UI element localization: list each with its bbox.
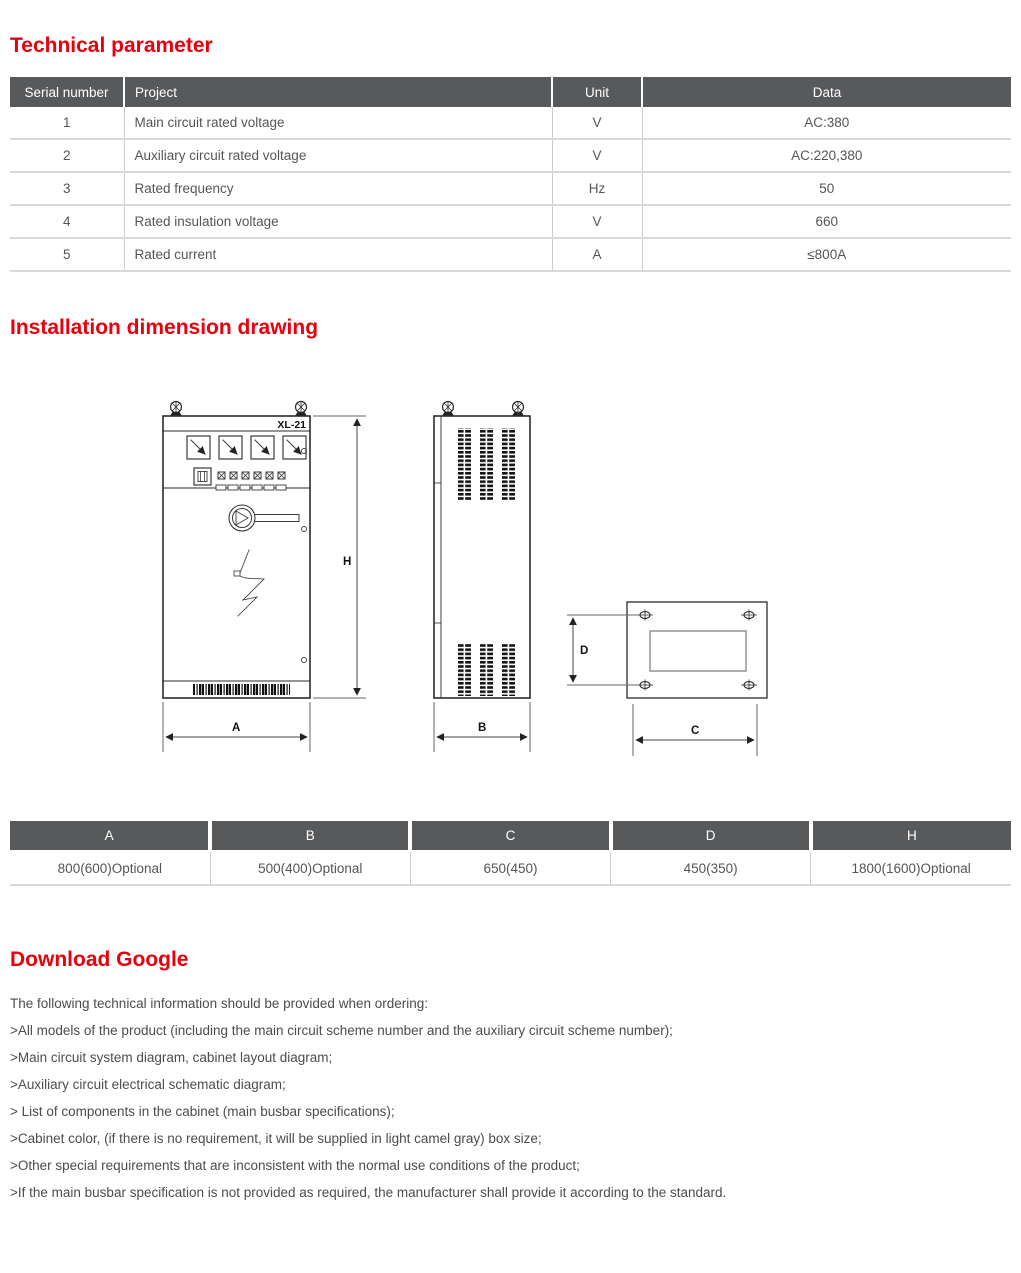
ordering-item: >Cabinet color, (if there is no requirement, it will be supplied in light camel gray) box size;: [10, 1131, 542, 1146]
table-row: [10, 107, 1011, 139]
model-label: XL-21: [277, 419, 306, 431]
technical-parameter-table: [10, 77, 1011, 272]
ordering-item: >Main circuit system diagram, cabinet layout diagram;: [10, 1050, 333, 1065]
table-cell: Rated frequency: [124, 172, 552, 205]
table-row: [10, 205, 1011, 238]
ordering-item: >Auxiliary circuit electrical schematic diagram;: [10, 1077, 286, 1092]
dimension-values-table: [10, 821, 1011, 886]
table-cell: V: [552, 139, 642, 172]
ordering-item: >All models of the product (including the main circuit scheme number and the auxiliary circuit scheme number);: [10, 1023, 673, 1038]
column-header-d: D: [611, 821, 811, 851]
table-cell: AC:380: [642, 107, 1011, 139]
table-cell: 500(400)Optional: [210, 851, 410, 885]
table-cell: 4: [10, 205, 124, 238]
vent-grille-top: [458, 428, 515, 500]
table-cell: 650(450): [410, 851, 610, 885]
ordering-intro: The following technical information should be provided when ordering:: [10, 996, 428, 1011]
table-cell: Rated current: [124, 238, 552, 271]
ordering-item: >Other special requirements that are inconsistent with the normal use conditions of the product;: [10, 1158, 580, 1173]
ordering-information: [10, 990, 1010, 1206]
dimension-h: [313, 416, 366, 698]
vent-grille-bottom: [458, 644, 515, 696]
table-cell: V: [552, 107, 642, 139]
table-cell: Auxiliary circuit rated voltage: [124, 139, 552, 172]
cabinet-top-view: [627, 602, 767, 698]
control-button-icon: [194, 468, 211, 485]
table-cell: ≤800A: [642, 238, 1011, 271]
cabinet-side-view: [434, 402, 530, 699]
dimension-label-h: H: [343, 556, 352, 568]
table-cell: Rated insulation voltage: [124, 205, 552, 238]
vent-grille-strip: [193, 684, 290, 695]
table-row: [10, 139, 1011, 172]
cable-entry-opening: [650, 631, 746, 671]
table-header-row: [10, 77, 1011, 107]
column-header-project: Project: [124, 77, 552, 107]
table-cell: AC:220,380: [642, 139, 1011, 172]
table-header-row: [10, 821, 1011, 851]
column-header-b: B: [210, 821, 410, 851]
table-cell: 3: [10, 172, 124, 205]
dimension-c: [633, 704, 757, 756]
section-title-download: Download Google: [10, 948, 189, 971]
table-row: [10, 172, 1011, 205]
table-cell: A: [552, 238, 642, 271]
table-cell: Hz: [552, 172, 642, 205]
column-header-serial-number: Serial number: [10, 77, 124, 107]
table-cell: 5: [10, 238, 124, 271]
table-cell: 1800(1600)Optional: [811, 851, 1011, 885]
table-cell: 450(350): [611, 851, 811, 885]
cabinet-front-view: [163, 402, 310, 699]
table-row: [10, 851, 1011, 885]
ordering-item: > List of components in the cabinet (main busbar specifications);: [10, 1104, 395, 1119]
table-cell: 50: [642, 172, 1011, 205]
section-title-installation-dimension: Installation dimension drawing: [10, 316, 319, 339]
table-cell: 800(600)Optional: [10, 851, 210, 885]
table-cell: 1: [10, 107, 124, 139]
dimension-b: [434, 702, 530, 752]
installation-dimension-drawing: [130, 388, 810, 768]
column-header-data: Data: [642, 77, 1011, 107]
column-header-h: H: [811, 821, 1011, 851]
ordering-item: >If the main busbar specification is not provided as required, the manufacturer shall provide it according to the standard.: [10, 1185, 727, 1200]
dimension-label-b: B: [478, 722, 487, 734]
column-header-unit: Unit: [552, 77, 642, 107]
table-cell: 660: [642, 205, 1011, 238]
dimension-label-a: A: [232, 722, 241, 734]
column-header-a: A: [10, 821, 210, 851]
table-cell: V: [552, 205, 642, 238]
dimension-a: [163, 702, 310, 752]
section-title-technical-parameter: Technical parameter: [10, 34, 213, 57]
table-row: [10, 238, 1011, 271]
column-header-c: C: [410, 821, 610, 851]
dimension-label-d: D: [580, 645, 589, 657]
dimension-label-c: C: [691, 725, 700, 737]
table-cell: Main circuit rated voltage: [124, 107, 552, 139]
table-cell: 2: [10, 139, 124, 172]
